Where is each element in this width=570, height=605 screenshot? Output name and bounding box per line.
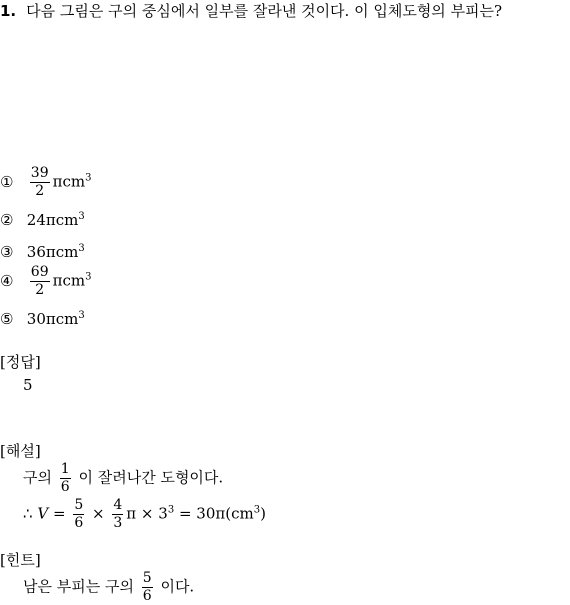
choice-5-value: 30πcm: [26, 310, 79, 328]
choice-1-unit: πcm: [52, 172, 86, 191]
explanation-line-1-post: 이 잘려나간 도형이다.: [78, 468, 224, 487]
explanation-pi-term: π × 3: [126, 504, 168, 523]
explanation-result-exponent: 3: [253, 504, 261, 516]
volume-variable: V: [37, 504, 49, 523]
explanation-fraction-1-numerator: 1: [60, 461, 70, 477]
times-sign: ×: [92, 504, 105, 523]
figure-area: [0, 32, 570, 162]
choice-5-exponent: 3: [78, 310, 85, 321]
choice-4-unit: πcm: [52, 271, 86, 290]
hint-pre: 남은 부피는 구의: [23, 577, 134, 596]
explanation-power: 3: [167, 504, 175, 516]
hint-fraction: [142, 570, 153, 605]
choice-2-exponent: 3: [78, 211, 85, 222]
choice-1-denominator: 2: [35, 183, 45, 199]
hint-label: [힌트]: [0, 551, 41, 569]
question-number: 1.: [0, 2, 17, 20]
choice-1-mark: ①: [0, 172, 14, 191]
explanation-fraction-1-denominator: 6: [60, 479, 70, 495]
choice-4-denominator: 2: [35, 282, 45, 298]
explanation-result: = 30π(cm: [178, 504, 254, 523]
choice-4-fraction: [30, 264, 50, 299]
hint-post: 이다.: [160, 577, 195, 596]
explanation-fraction-2-numerator: 5: [74, 497, 84, 513]
explanation-line-2: [23, 497, 266, 532]
choice-2-value: 24πcm: [26, 211, 79, 229]
explanation-fraction-2-denominator: 6: [74, 515, 84, 531]
choice-3-mark: ③: [0, 243, 14, 261]
choice-3-exponent: 3: [78, 243, 85, 254]
question-header: [0, 0, 502, 22]
answer-value: 5: [23, 376, 33, 394]
choice-3[interactable]: [0, 238, 85, 260]
therefore-symbol: ∴: [23, 504, 33, 523]
choice-1[interactable]: [0, 165, 92, 199]
explanation-close-paren: ): [260, 504, 266, 523]
explanation-fraction-3-numerator: 4: [113, 497, 123, 513]
choice-2-mark: ②: [0, 211, 14, 229]
choice-4-exponent: 3: [85, 271, 92, 283]
choice-4-mark: ④: [0, 271, 14, 290]
hint-fraction-denominator: 6: [142, 588, 152, 604]
choice-1-fraction: [30, 165, 50, 200]
answer-label: [정답]: [0, 353, 41, 371]
hint-fraction-numerator: 5: [142, 570, 152, 586]
equals-sign: =: [52, 504, 66, 523]
choice-4[interactable]: [0, 264, 92, 298]
choice-3-value: 36πcm: [26, 243, 79, 261]
explanation-fraction-2: [73, 497, 84, 532]
choice-5-mark: ⑤: [0, 310, 14, 328]
explanation-label: [해설]: [0, 442, 41, 460]
choice-1-numerator: 39: [30, 165, 49, 181]
choice-1-exponent: 3: [85, 172, 92, 184]
choice-2[interactable]: [0, 206, 85, 228]
question-text: 다음 그림은 구의 중심에서 일부를 잘라낸 것이다. 이 입체도형의 부피는?: [26, 2, 503, 20]
choice-5[interactable]: [0, 305, 85, 327]
explanation-fraction-3-denominator: 3: [113, 515, 123, 531]
explanation-fraction-3: [112, 497, 123, 532]
choice-4-numerator: 69: [30, 264, 49, 280]
explanation-line-1: [23, 461, 223, 496]
explanation-fraction-1: [60, 461, 71, 496]
hint-line: [23, 570, 194, 605]
explanation-line-1-pre: 구의: [23, 468, 52, 487]
